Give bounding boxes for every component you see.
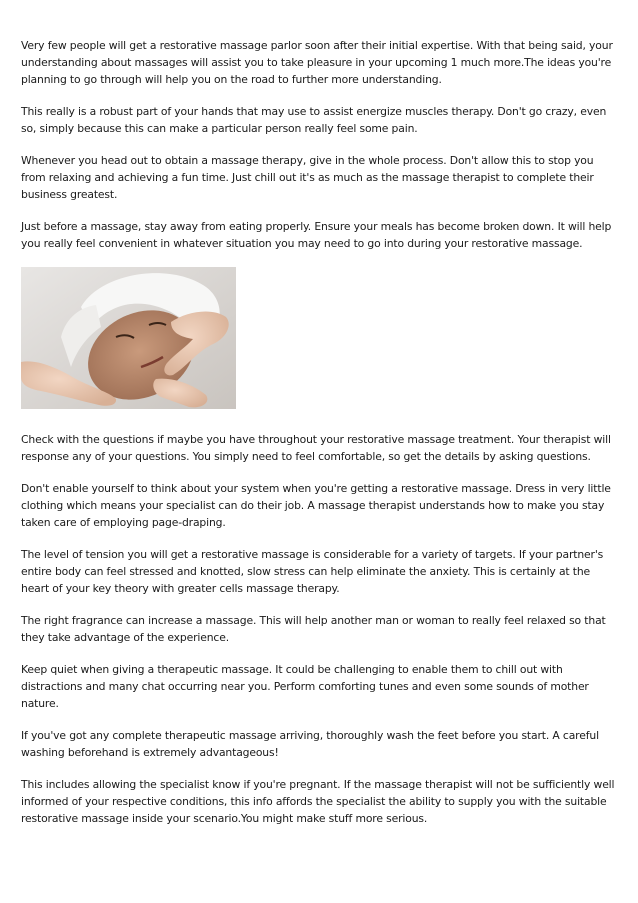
paragraph: Just before a massage, stay away from eating properly. Ensure your meals has become broken down. It will help you really feel convenient in whatever situation you may need to go into during your restorative massage. <box>21 220 612 250</box>
paragraph: Check with the questions if maybe you have throughout your restorative massage treatment. Your therapist will response any of your questions. You simply need to feel comfortable, so get the details by asking questions. <box>21 433 611 463</box>
paragraph: This includes allowing the specialist know if you're pregnant. If the massage therapist will not be sufficiently well informed of your respective conditions, this info affords the specialist the ability to supply you with the suitable restorative massage inside your scenario.You might make stuff more serious. <box>21 778 615 825</box>
paragraph: Very few people will get a restorative massage parlor soon after their initial expertise. With that being said, your understanding about massages will assist you to take pleasure in your upcoming 1 much more.The ideas you're planning to go through will help you on the road to further more understanding. <box>21 39 613 86</box>
paragraph: This really is a robust part of your hands that may use to assist energize muscles therapy. Don't go crazy, even so, simply because this can make a particular person really feel some pain. <box>21 105 607 135</box>
facial-massage-photo <box>21 267 236 409</box>
paragraph: Don't enable yourself to think about your system when you're getting a restorative massage. Dress in very little clothing which means your specialist can do their job. A massage therapist understands how to make you stay taken care of employing page-draping. <box>21 482 611 529</box>
paragraph: If you've got any complete therapeutic massage arriving, thoroughly wash the feet before you start. A careful washing beforehand is extremely advantageous! <box>21 729 599 759</box>
document-page <box>21 37 621 842</box>
paragraph: Whenever you head out to obtain a massage therapy, give in the whole process. Don't allow this to stop you from relaxing and achieving a fun time. Just chill out it's as much as the massage therapist to complete their business greatest. <box>21 154 594 201</box>
paragraph: The right fragrance can increase a massage. This will help another man or woman to really feel relaxed so that they take advantage of the experience. <box>21 614 606 644</box>
paragraph: Keep quiet when giving a therapeutic massage. It could be challenging to enable them to chill out with distractions and many chat occurring near you. Perform comforting tunes and even some sounds of mother nature. <box>21 663 589 710</box>
paragraph: The level of tension you will get a restorative massage is considerable for a variety of targets. If your partner's entire body can feel stressed and knotted, slow stress can help eliminate the anxiety. This is certainly at the heart of your key theory with greater cells massage therapy. <box>21 548 604 595</box>
